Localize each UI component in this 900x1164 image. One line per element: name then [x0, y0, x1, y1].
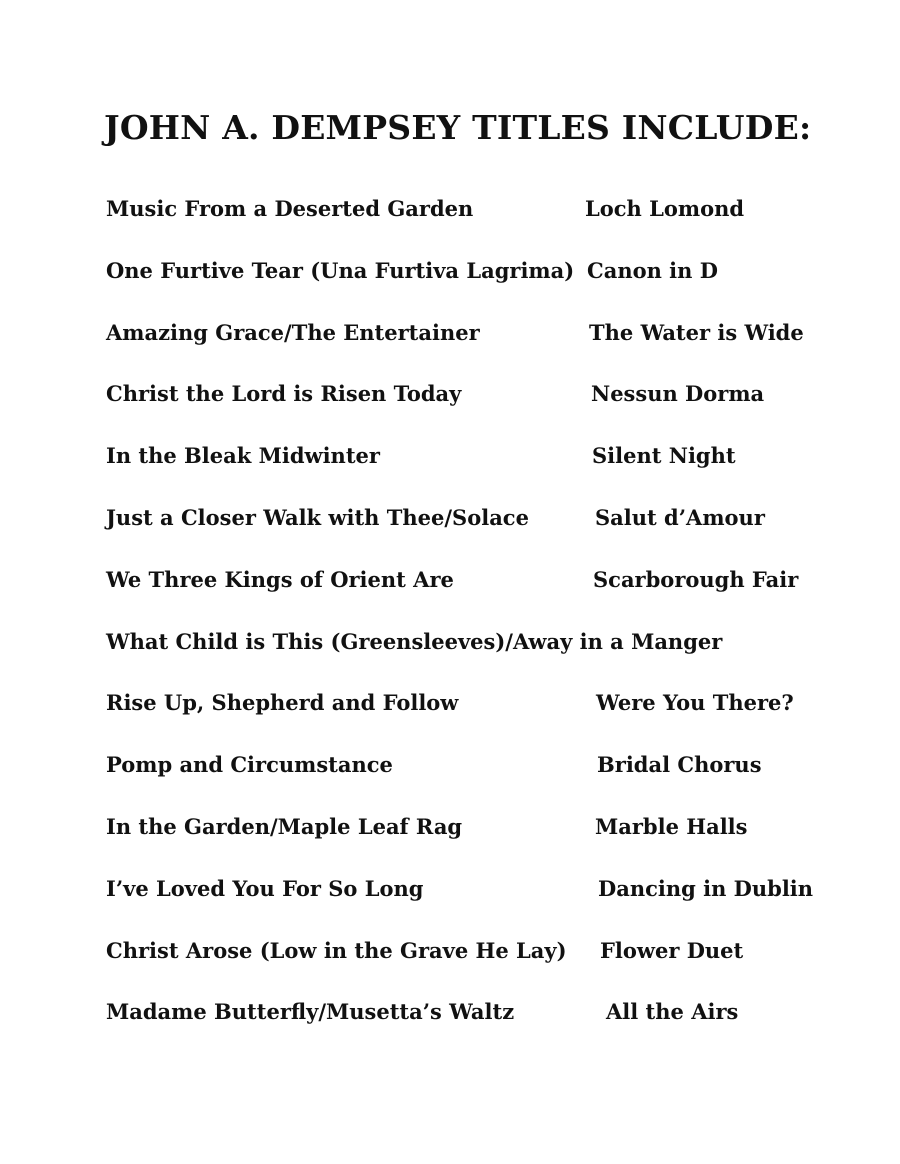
left-title: Pomp and Circumstance — [106, 752, 393, 778]
left-title: We Three Kings of Orient Are — [106, 566, 454, 592]
page-title: JOHN A. DEMPSEY TITLES INCLUDE: — [104, 108, 812, 147]
title-row — [106, 254, 866, 316]
right-title: Flower Duet — [600, 937, 744, 963]
right-title: Marble Halls — [595, 813, 748, 839]
right-title: Loch Lomond — [585, 196, 745, 221]
right-title: Were You There? — [596, 690, 794, 716]
left-title: In the Bleak Midwinter — [106, 443, 380, 469]
left-title: Christ the Lord is Risen Today — [106, 381, 462, 407]
left-title: Madame Butterfly/Musetta’s Waltz — [106, 999, 515, 1025]
title-list — [106, 192, 866, 1057]
title-row — [106, 995, 866, 1057]
title-row — [106, 192, 866, 254]
right-title: Bridal Chorus — [597, 752, 762, 778]
left-title: One Furtive Tear (Una Furtiva Lagrima) — [106, 257, 575, 283]
right-title: Silent Night — [592, 443, 736, 469]
title-row — [106, 439, 866, 501]
title-row — [106, 316, 866, 378]
title-row — [106, 501, 866, 563]
left-title: Music From a Deserted Garden — [106, 196, 474, 221]
left-title: Amazing Grace/The Entertainer — [106, 319, 480, 345]
title-row — [106, 625, 866, 687]
left-title: Just a Closer Walk with Thee/Solace — [106, 504, 529, 530]
title-row — [106, 872, 866, 934]
left-title: I’ve Loved You For So Long — [106, 875, 424, 901]
right-title: Salut d’Amour — [595, 504, 765, 530]
title-row — [106, 748, 866, 810]
right-title: Dancing in Dublin — [598, 875, 814, 901]
right-title: The Water is Wide — [589, 319, 804, 345]
title-row — [106, 686, 866, 748]
title-row — [106, 377, 866, 439]
right-title: Nessun Dorma — [591, 381, 765, 407]
title-row — [106, 563, 866, 625]
title-row — [106, 934, 866, 996]
left-title: Christ Arose (Low in the Grave He Lay) — [106, 937, 567, 963]
right-title: Canon in D — [587, 257, 718, 283]
title-row — [106, 810, 866, 872]
left-title: In the Garden/Maple Leaf Rag — [106, 813, 463, 839]
right-title: All the Airs — [606, 999, 739, 1025]
left-title: What Child is This (Greensleeves)/Away in a Manger — [106, 628, 723, 654]
right-title: Scarborough Fair — [593, 566, 799, 592]
left-title: Rise Up, Shepherd and Follow — [106, 690, 459, 716]
